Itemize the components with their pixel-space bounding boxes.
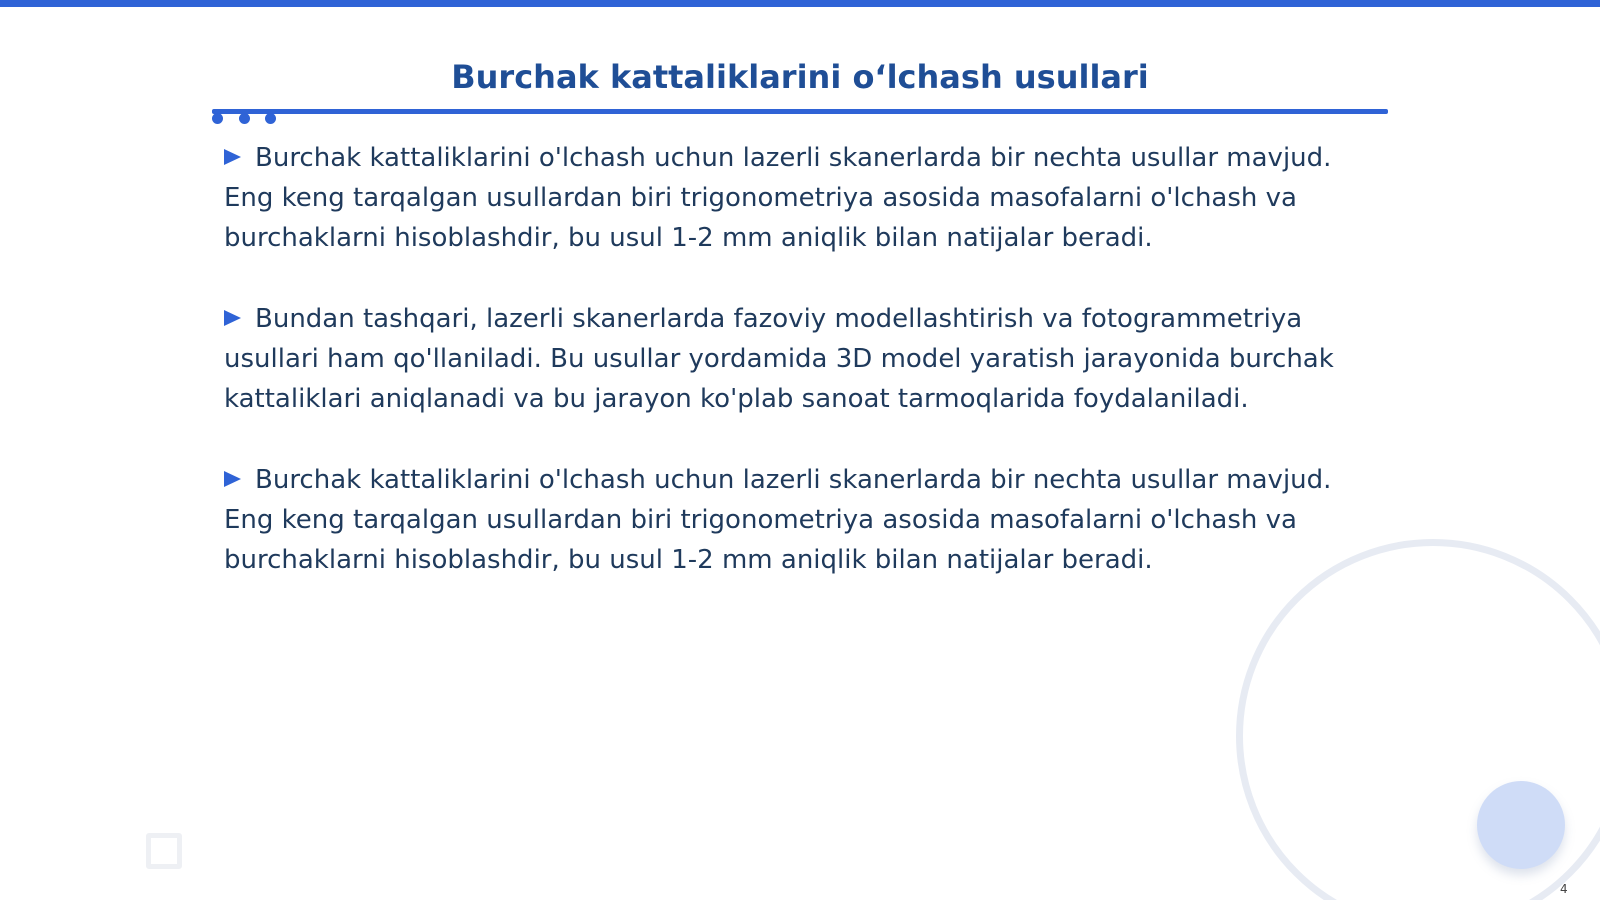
slide-title: Burchak kattaliklarini o‘lchash usullari bbox=[451, 58, 1149, 96]
triangle-right-icon bbox=[224, 149, 241, 165]
top-accent-bar bbox=[0, 0, 1600, 7]
bullet-text: Burchak kattaliklarini o'lchash uchun lazerli skanerlarda bir nechta usullar mavjud. Eng keng tarqalgan usullardan biri trigonometriya asosida masofalarni o'lchash va burchaklarni hisoblashdir, bu usul 1-2 mm aniqlik bilan natijalar beradi. bbox=[224, 143, 1332, 253]
bullet-item bbox=[224, 299, 1384, 419]
bullet-item bbox=[224, 138, 1384, 258]
triangle-right-icon bbox=[224, 310, 241, 326]
decorative-circle bbox=[1477, 781, 1565, 869]
triangle-right-icon bbox=[224, 471, 241, 487]
bullet-text: Burchak kattaliklarini o'lchash uchun lazerli skanerlarda bir nechta usullar mavjud. Eng keng tarqalgan usullardan biri trigonometriya asosida masofalarni o'lchash va burchaklarni hisoblashdir, bu usul 1-2 mm aniqlik bilan natijalar beradi. bbox=[224, 465, 1332, 575]
page-number: 4 bbox=[1560, 882, 1568, 896]
decorative-dot bbox=[239, 113, 250, 124]
decorative-dot bbox=[212, 113, 223, 124]
bullet-list bbox=[224, 138, 1384, 621]
bullet-item bbox=[224, 460, 1384, 580]
bullet-text: Bundan tashqari, lazerli skanerlarda fazoviy modellashtirish va fotogrammetriya usullari ham qo'llaniladi. Bu usullar yordamida 3D model yaratish jarayonida burchak kattaliklari aniqlanadi va bu jarayon ko'plab sanoat tarmoqlarida foydalaniladi. bbox=[224, 304, 1334, 414]
decorative-dot bbox=[265, 113, 276, 124]
title-underline bbox=[212, 109, 1388, 114]
decorative-square bbox=[146, 833, 182, 869]
